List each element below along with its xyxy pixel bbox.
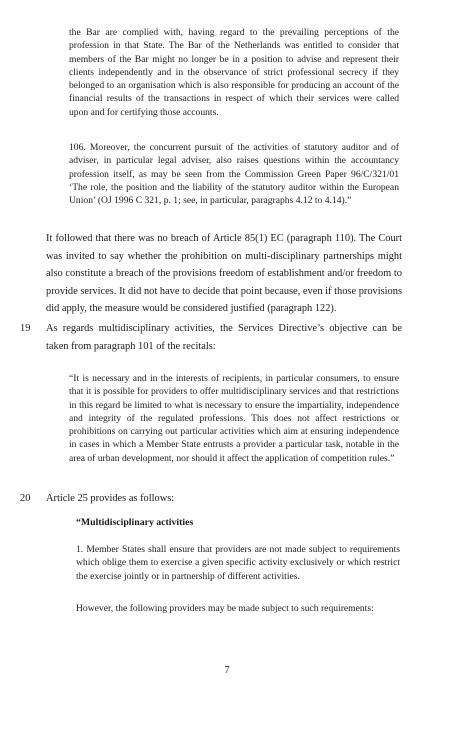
quote-recital-101: “It is necessary and in the interests of recipients, in particular consumers, to ensure that it is possible for providers to offer multidisciplinary services and that restrictions in this regard be limited to what is necessary to ensure the impartiality, independence and integrity of the regulated professions. This does not affect restrictions or prohibitions on carrying out particular activities which aim at ensuring independence in cases in which a Member State entrusts a provider a particular task, notable in the area of urban development, nor should it affect the application of competition rules.” xyxy=(69,373,399,464)
page-number: 7 xyxy=(224,665,230,676)
paragraph-number-19: 19 xyxy=(20,323,31,334)
quote-continuation: the Bar are complied with, having regard to the prevailing perceptions of the profession in that State. The Bar of the Netherlands was entitled to consider that members of the Bar might no longer be in a position to advise and represent their clients independently and in the observance of strict professional secrecy if they belonged to an organisation which is also responsible for producing an account of the financial results of the transactions in respect of which their services were called upon and for certifying those accounts. xyxy=(69,27,399,118)
article-paragraph-1: 1. Member States shall ensure that providers are not made subject to requirements which oblige them to exercise a given specific activity exclusively or which restrict the exercise jointly or in partnership of different activities. xyxy=(76,544,400,582)
paragraph-20-text: Article 25 provides as follows: xyxy=(46,493,175,504)
article-paragraph-2: However, the following providers may be made subject to such requirements: xyxy=(76,603,374,614)
article-heading: “Multidisciplinary activities xyxy=(76,517,194,528)
quote-paragraph-106: 106. Moreover, the concurrent pursuit of the activities of statutory auditor and of adviser, in particular legal adviser, also raises questions within the accountancy profession itself, as may be seen from the Commission Green Paper 96/C/321/01 ‘The role, the position and the liability of the statutory auditor within the European Union’ (OJ 1996 C 321, p. 1; see, in particular, paragraphs 4.12 to 4.14).” xyxy=(69,142,399,207)
paragraph-number-20: 20 xyxy=(20,493,31,504)
body-paragraph: It followed that there was no breach of Article 85(1) EC (paragraph 110). The Court was invited to say whether the prohibition on multi-disciplinary partnerships might also constitute a breach of the provisions freedom of establishment and/or freedom to provide services. It did not have to decide that point because, even if those provisions did apply, the measure would be considered justified (paragraph 122). xyxy=(46,233,402,314)
paragraph-19-text: As regards multidisciplinary activities, the Services Directive’s objective can be taken from paragraph 101 of the recitals: xyxy=(46,323,402,352)
